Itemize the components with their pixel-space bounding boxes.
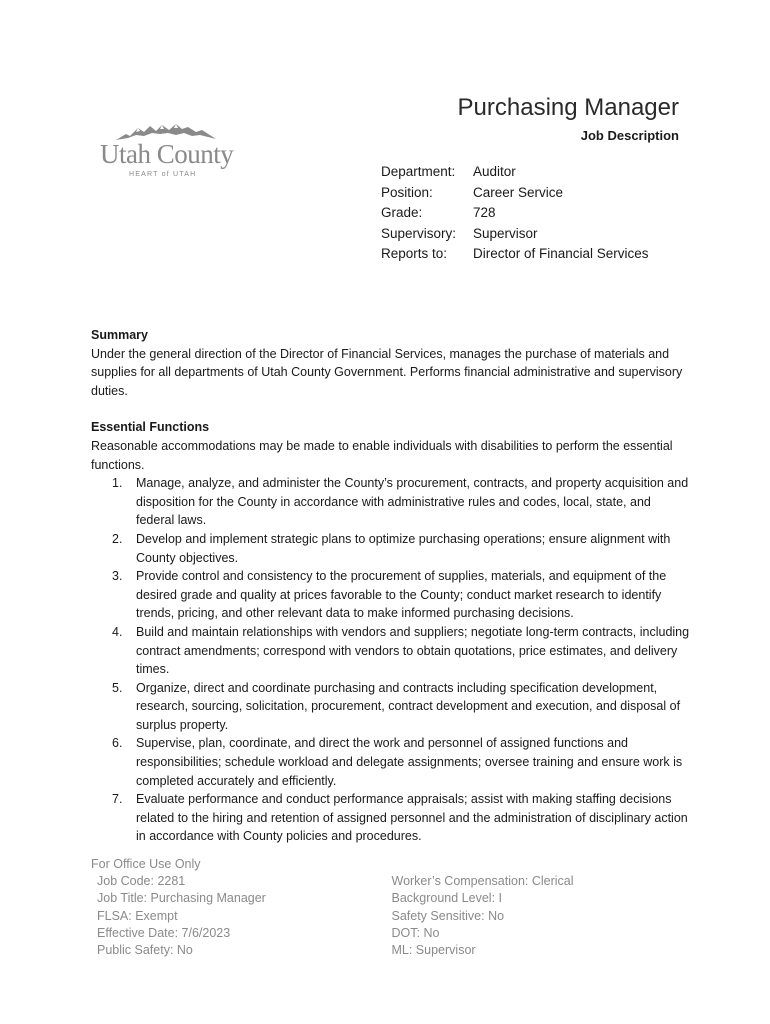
detail-row-department [381,162,649,183]
detail-label: Supervisory: [381,225,457,241]
detail-value: Director of Financial Services [473,246,649,261]
list-item: Supervise, plan, coordinate, and direct the work and personnel of assigned functions and responsibilities; schedule workload and delegate assignments; oversee training and ensure work is completed accurately and efficiently. [136,736,683,788]
detail-value: 728 [473,205,496,220]
detail-row-supervisory [381,224,649,245]
list-item: Manage, analyze, and administer the County’s procurement, contracts, and property acquisition and disposition for the County in accordance with administrative rules and codes, local, state, and federal laws. [136,476,689,528]
footer-right-column [392,873,692,959]
detail-value: Supervisor [473,225,538,241]
footer-field: FLSA: Exempt [97,908,178,923]
page-title: Purchasing Manager [457,94,679,121]
detail-value: Auditor [473,164,516,179]
essential-functions-heading: Essential Functions [91,420,210,435]
footer-left-column [97,873,392,959]
list-item: Evaluate performance and conduct performance appraisals; assist with making staffing decisions related to the hiring and retention of assigned personnel and the administration of disciplinary action in accordance with County policies and procedures. [136,792,688,844]
detail-value: Career Service [473,184,564,200]
summary-heading: Summary [91,328,148,342]
footer-field: Job Title: Purchasing Manager [97,891,266,906]
footer-heading: For Office Use Only [91,857,201,871]
details-table [381,162,649,265]
detail-label: Grade: [381,205,423,220]
utah-county-logo [100,122,235,182]
list-item: Provide control and consistency to the procurement of supplies, materials, and equipment of the desired grade and quality at prices favorable to the County; conduct market research to identify trends, pricing, and other relevant data to make informed purchasing decisions. [136,569,667,621]
summary-text: Under the general direction of the Director of Financial Services, manages the purchase of materials and supplies for all departments of Utah County Government. Performs financial administrative and supervisory duties. [91,346,683,398]
footer-columns [91,873,691,959]
list-item: Build and maintain relationships with vendors and suppliers; negotiate long-term contracts, including contract amendments; correspond with vendors to obtain quotations, price estimates, and delivery times. [136,624,690,677]
footer-field: ML: Supervisor [391,943,476,958]
detail-label: Department: [381,164,456,179]
detail-label: Position: [381,184,433,200]
logo-name: Utah County [100,139,234,169]
footer-field: DOT: No [391,925,440,940]
list-item: Organize, direct and coordinate purchasing and contracts including specification development, research, sourcing, solicitation, procurement, contract development and execution, and disposal of surplus property. [136,680,681,732]
footer-field: Safety Sensitive: No [391,908,505,923]
list-item: Develop and implement strategic plans to optimize purchasing operations; ensure alignment with County objectives. [136,531,671,565]
detail-row-position [381,183,649,204]
office-use-footer [91,856,691,959]
detail-label: Reports to: [381,246,448,261]
essential-functions-intro: Reasonable accommodations may be made to enable individuals with disabilities to perform the essential functions. [91,438,673,472]
essential-functions-list [91,474,691,846]
detail-row-reports-to [381,244,649,265]
document-body [91,326,691,846]
page-subtitle: Job Description [580,128,679,143]
footer-field: Public Safety: No [97,943,193,958]
footer-field: Effective Date: 7/6/2023 [97,925,231,940]
logo-tagline: HEART of UTAH [129,171,197,178]
footer-field: Background Level: I [391,891,502,906]
footer-field: Job Code: 2281 [97,874,186,889]
detail-row-grade [381,203,649,224]
footer-field: Worker’s Compensation: Clerical [391,874,574,889]
